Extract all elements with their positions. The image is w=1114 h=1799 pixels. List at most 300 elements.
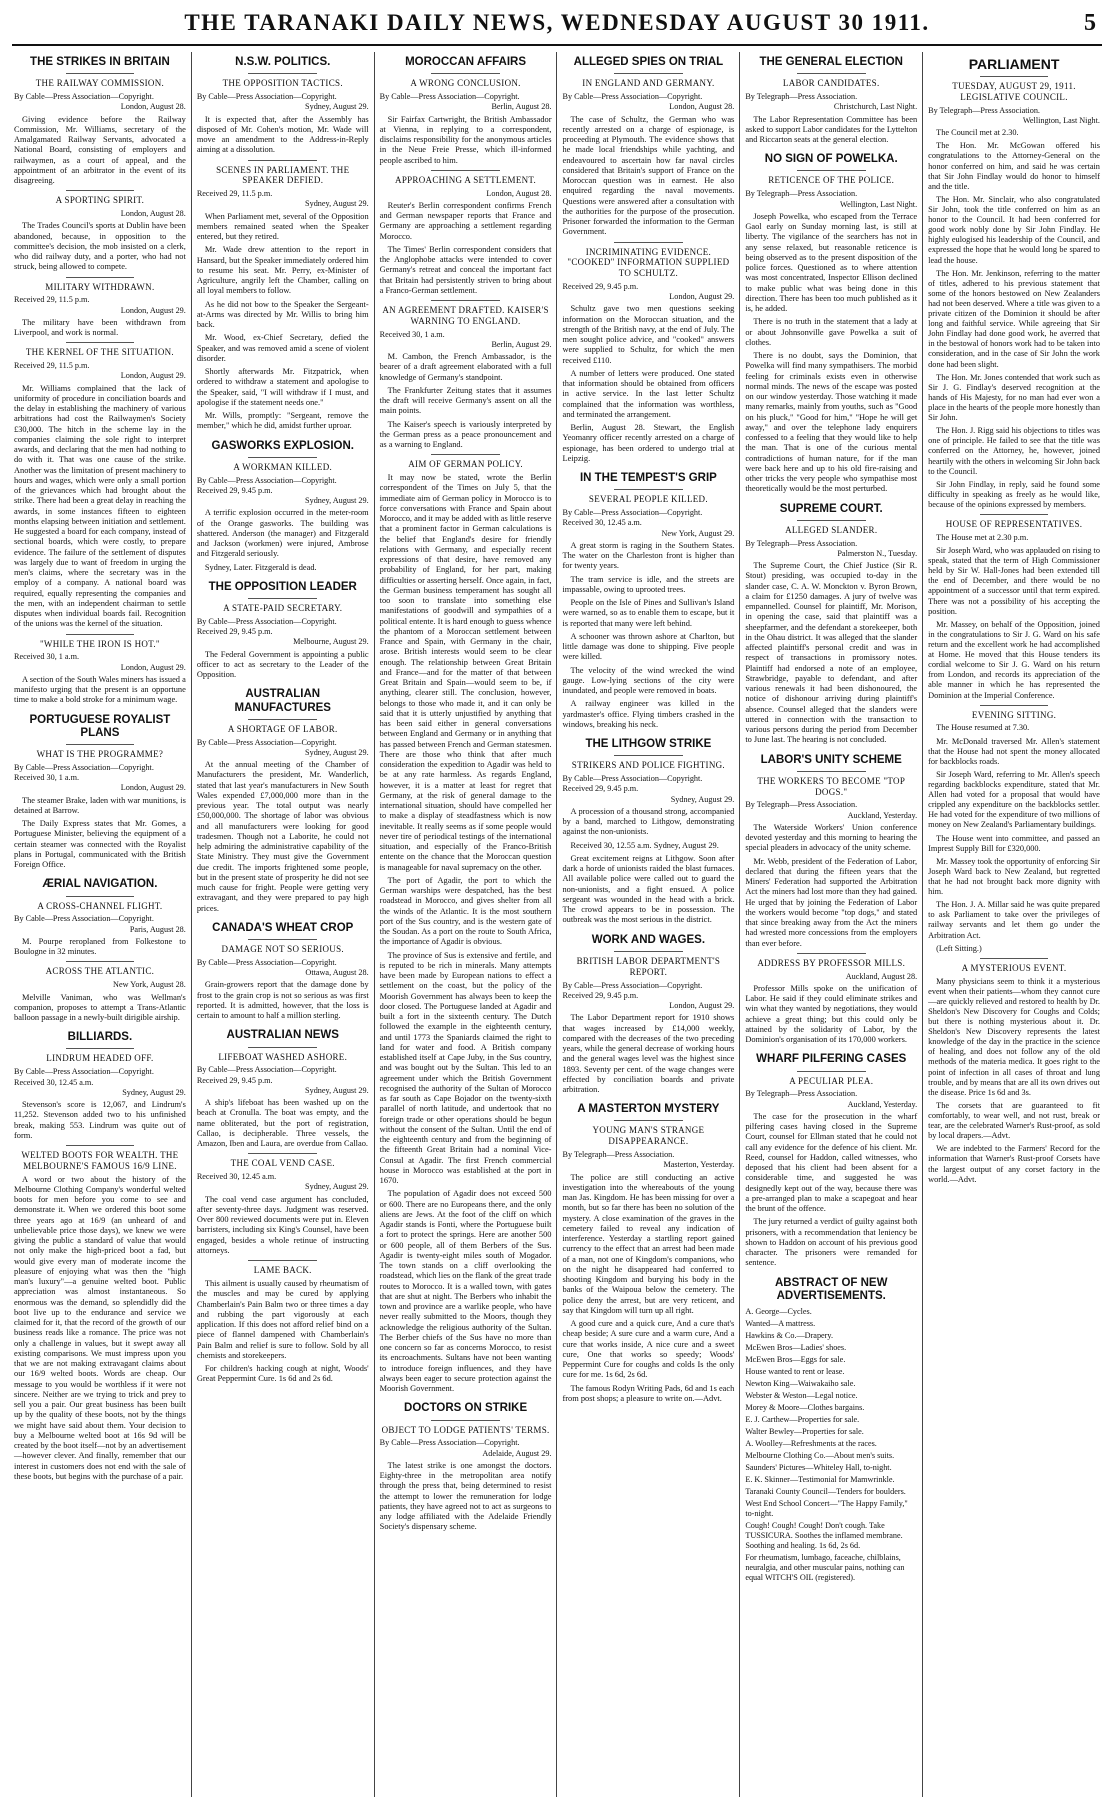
paragraph: The Daily Express states that Mr. Gomes, a Portuguese Minister, believing the equipment of a certain steamer was connected with the Royalist plans in Portugal, communicated with the British Foreign Office.: [14, 819, 186, 870]
advert-item: A. Woolley—Refreshments at the races.: [745, 1439, 877, 1449]
advert-item: McEwen Bros—Eggs for sale.: [745, 1355, 846, 1365]
paragraph: A railway engineer was killed in the yardmaster's office. Flying timbers crashed in the windows, breaking his neck.: [562, 699, 735, 729]
dateline: [197, 958, 369, 979]
divider: [248, 939, 317, 940]
paragraph: Mr. Williams complained that the lack of uniformity of procedure in conciliation boards and the delay in establishing the machinery of various arbitrations had cost the Railwaymen's Society £30,000. The hitch in the scheme lay in the companies claiming the sole right to interpret awards, and declaring that the men had nothing to do with it. That was one cause of the strike. Another was the limitation of present machinery to hours and wages, which were only a small portion of the grievances which had brought about the strike. There had been a great delay in reaching the awards, in some instances fifteen to eighteen months elapsing between initiation and settlement. He suggested a board for each company, instead of sectional boards, which were costly, to prepare evidence. The failure of the settlement of disputes was largely due to want of freedom in urging the men's claims, where the secretary was in the employ of a company. A national board was required, equally representing the companies and the men, with an independent chairman to settle disputes when individual boards fail. Recognition of the unions was the kernel of the situation.: [14, 383, 186, 629]
dateline-place: Auckland, August 28.: [845, 971, 918, 981]
divider: [66, 896, 135, 897]
dateline-place: Sydney, August 29.: [305, 1085, 369, 1095]
paragraph: The Hon. Mr. Jenkinson, referring to the matter of titles, adhered to his previous statement that some of the honors bestowed on New Zealanders had not been deserved. Where a title was given to a private citizen of the Dominion it should be after long and faithful service. While agreeing that Sir John Findlay had done good work, he averred that in the bestowal of honors work had to be taken into consideration, and in the case of Sir John the work done had been slight.: [928, 268, 1100, 369]
paragraph: Mr. Wade drew attention to the report in Hansard, but the Speaker immediately ordered him to resume his seat. Mr. Perry, ex-Minister of Agriculture, angrily left the Chamber, calling on all loyal members to follow.: [196, 245, 369, 296]
paragraph: A word or two about the history of the Melbourne Clothing Company's wonderful welted boots for men before you come to see and demonstrate it. When we ordered this boot some three years ago at 16/9 (an unheard of and unbelievable price those days), we knew we were giving the public a standard of value that would not only make the high-priced boot a fad, but would give every man of moderate income the pleasure of enjoying what was then the "high man's luxury"—a genuine welted boot. Public appreciation was almost instantaneous. So enormous was the demand, so splendidly did the boot live up to the endurance and service we claimed for it, that the record of the growth of our business reads like a romance. The price was not only a challenge in values, but it swept away all existing comparisons. We must impress upon you that we are not making extravagant claims about our 16/9 welted boots. Words are cheap. Our message to you would be worthless if it were not sincere. Neither are we trying to trick and prey to sell you a pair. Our great business has been built up by the quality of these boots, not by the things we might have said about them. Your decision to buy a Melbourne welted boot at 16s 9d will be created by the boot itself—not by an advertisement—however clever. And finally, remember that our interest in customers does not end with the sale of these boots, but begins with the purchase of a pair.: [14, 1174, 186, 1481]
divider: [248, 598, 317, 599]
divider: [248, 1260, 317, 1261]
dateline-place: London, August 29.: [120, 662, 186, 672]
masthead: [12, 10, 1102, 46]
paragraph: Professor Mills spoke on the unification of Labor. He said if they could eliminate strikes and win what they wanted by negotiations, they would achieve a great thing; but this could only be attained by the solidarity of Labor, by the Dominion's organisation of its 170,000 workers.: [745, 983, 918, 1045]
dateline-place: London, August 28.: [669, 102, 735, 112]
dateline: [380, 1438, 552, 1459]
byline: By Cable—Press Association—Copyright.: [14, 92, 154, 102]
byline: By Cable—Press Association—Copyright. Received 29, 9.45 p.m.: [562, 774, 703, 794]
paragraph: The Supreme Court, the Chief Justice (Sir R. Stout) presiding, was occupied to-day in the slander case, C. A. W. Monckton v. Byron Brown, a claim for £1250 damages. A jury of twelve was empannelled. Counsel for plaintiff, Mr. Morison, in opening the case, said that plaintiff was a sheepfarmer, and the defendant a storekeeper, both in the Ohau district. It was alleged that the slander affected plaintiff's personal credit and was in respect of transactions in promissory notes. Plaintiff had endorsed a note of an employee, Strawbridge, payable to defendant, and after various renewals it had been dishonoured, the notice of dishonour arriving during plaintiff's absence. Counsel alleged that the slanders were uttered in connection with the transaction to various persons during the period from December to June last. The hearing is not concluded.: [745, 561, 918, 745]
paragraph: The Waterside Workers' Union conference devoted yesterday and this morning to hearing the special pleaders in advocacy of the unity scheme.: [745, 822, 918, 853]
dateline-place: London, August 29.: [120, 783, 186, 793]
dateline-place: New York, August 28.: [113, 980, 186, 990]
divider: [66, 961, 135, 962]
byline: By Cable—Press Association—Copyright. Received 30, 1 a.m.: [14, 762, 154, 783]
byline: By Telegraph—Press Association.: [745, 189, 858, 199]
paragraph: The House went into committee, and passed an Imprest Supply Bill for £320,000.: [928, 833, 1100, 853]
paragraph: Giving evidence before the Railway Commission, Mr. Williams, secretary of the Amalgamated Railway Servants, advocated a National Board, consisting of employers and railwaymen, as a court of appeal, and the appointment of an arbitrator in the event of its disagreeing.: [14, 114, 186, 186]
paragraph: The case of Schultz, the German who was recently arrested on a charge of espionage, is proceeding at Plymouth. The evidence shows that he made local friendships while yachting, and endeavoured to ascertain how far naval circles considered that Britain's support of France on the Moroccan question was in earnest. He also enquired regarding the naval movements. Questions were answered after a consultation with the authorities for the purpose of the prosecution. Prisoner forwarded the information to the German Government.: [562, 114, 735, 237]
dateline: [14, 295, 186, 316]
dateline-place: London, August 28.: [120, 209, 186, 219]
story: [197, 922, 369, 1022]
paragraph: Mr. McDonald traversed Mr. Allen's statement that the House had not spent the money allocated for backblocks roads.: [928, 736, 1100, 766]
dateline-place: London, August 29.: [120, 305, 186, 315]
divider: [797, 953, 866, 954]
paragraph: The corsets that are guaranteed to fit comfortably, to wear well, and not rust, break or tear, are the celebrated Warner's Rust-proof, as sold by local drapers.—Advt.: [928, 1100, 1100, 1141]
divider: [614, 1120, 683, 1121]
dateline-place: London, August 28.: [486, 188, 552, 198]
subheading: A SPORTING SPIRIT.: [55, 195, 145, 206]
paragraph: Sir Joseph Ward, referring to Mr. Allen's speech regarding backblocks expenditure, stated that Mr. Allen had voted for a proposal that would have crippled any expenditure on the backblocks settler. He had voted for the expenditure of two millions of money on New Zealand's Parliamentary buildings.: [928, 769, 1100, 830]
dateline: [14, 763, 186, 794]
divider: [980, 958, 1049, 959]
byline: By Cable—Press Association—Copyright.: [379, 1438, 520, 1448]
byline: By Cable—Press Association—Copyright.: [14, 914, 154, 924]
divider: [66, 1145, 135, 1146]
story: [745, 1053, 917, 1268]
byline: By Cable—Press Association—Copyright. Received 30, 12.45 a.m.: [14, 1067, 154, 1087]
subheading: THE COAL VEND CASE.: [230, 1158, 335, 1169]
paragraph: Mr. Massey took the opportunity of enforcing Sir Joseph Ward back to New Zealand, but regretted that he had not brought back more dignity with him.: [928, 856, 1100, 897]
subheading: THE RAILWAY COMMISSION.: [35, 78, 165, 89]
subheading: BRITISH LABOR DEPARTMENT'S REPORT.: [576, 955, 721, 977]
paragraph: The famous Rodyn Writing Pads, 6d and 1s each from post shops; a pleasure to write on.—Advt.: [562, 1383, 735, 1403]
byline: By Cable—Press Association—Copyright.: [196, 957, 337, 967]
paragraph: The Federal Government is appointing a public officer to act as secretary to the Leader of the Opposition.: [196, 649, 369, 680]
story: [197, 688, 369, 913]
paragraph: It may now be stated, wrote the Berlin correspondent of the Times on July 5, that the immediate aim of German policy in Morocco is to force conversations with France and Spain about Morocco, and it may be added with as little reserve that a prominent factor in German calculations is the belief that England's desire for friendly relations with Germany, and especially recent expressions of that desire, have removed any probability of England, for her part, making difficulties or asserting herself. Once again, in fact, the German business temperament has sought all too soon to translate into something else manifestations of goodwill and sympathies of a political entente. It is hard enough to guess whence the phantom of a Moroccan settlement between France and Spain, with Germany in the chair, arose. British interests would seem to be clear enough. The relationship between Great Britain and France—and for the matter of that between Great Britain and Spain—would seem to be, if anything, clearer still. The conclusion, however, belongs to those who made it, and it can only be said that it is utterly unjustified by anything that has been said either in general conversations between England and Germany or in anything that has passed between French and German statesmen. There are those who think that after much consideration the expedition to Agadir was held to be at any rate harmless. As regards England, however, it is a matter at least for regret that Germany, at the risk of general damage to the international situation, should have compelled her to make a display of steadfastness which is now inevitable. It really seems as if some people would never tire of periodical testings of the international situation, and especially of the Franco-British entente on the chance that the Moroccan question is manageable for naval supremacy on the other.: [379, 473, 552, 872]
paragraph: The latest strike is one amongst the doctors. Eighty-three in the metropolitan area notify through the press that, being determined to resist the attempt to lower the remuneration for lodge patients, they have agreed not to act as surgeons to any lodge affiliated with the Adelaide Friendly Society's dispensary scheme.: [379, 1460, 552, 1532]
subheading: HOUSE OF REPRESENTATIVES.: [945, 519, 1083, 530]
dateline: [197, 476, 369, 507]
paragraph: The Hon. J. Rigg said his objections to titles was one of principle. He failed to see that the title was conferred on the Attorney, he, however, joined heartily with the others in welcoming Sir John back to the Council.: [928, 426, 1100, 476]
paragraph: The House resumed at 7.30.: [936, 723, 1030, 733]
paragraph: We are indebted to the Farmers' Record for the information that Warner's Rust-proof Corsets have the largest output of any corset factory in the world.—Advt.: [928, 1144, 1100, 1184]
dateline: [197, 92, 369, 113]
dateline: [197, 1172, 369, 1193]
dateline-place: Sydney, August 29.: [122, 1087, 186, 1097]
dateline: [745, 1089, 917, 1110]
subheading: LIFEBOAT WASHED ASHORE.: [218, 1051, 348, 1062]
advert-item: Newton King—Waiwakaiho sale.: [745, 1379, 856, 1389]
story-headline: ABSTRACT OF NEW ADVERTISEMENTS.: [775, 1276, 888, 1302]
column-4: [556, 52, 739, 1797]
subheading: APPROACHING A SETTLEMENT.: [395, 174, 537, 185]
story-headline: CANADA'S WHEAT CROP: [212, 921, 354, 934]
paragraph: A schooner was thrown ashore at Charlton, but little damage was done to shipping. Five people were killed.: [562, 631, 735, 662]
paragraph: There is no truth in the statement that a lady at or about Johnsonville gave Powelka a suit of clothes.: [745, 317, 918, 347]
paragraph: Received 30, 12.55 a.m. Sydney, August 29.: [570, 840, 719, 850]
paragraph: Shortly afterwards Mr. Fitzpatrick, when ordered to withdraw a statement and apologise to the Speaker, said, "I will withdraw if I must, and apologise if the statement needs one.": [196, 367, 369, 407]
paragraph: As he did not bow to the Speaker the Sergeant-at-Arms was directed by Mr. Willis to bring him back.: [196, 299, 369, 330]
paragraph: The Trades Council's sports at Dublin have been abandoned, because, in opposition to the committee's decision, the mob insisted on a clerk, who did railway duty, and a porter, who had not struck, being allowed to compete.: [14, 221, 186, 272]
dateline-place: Sydney, August 29.: [670, 794, 735, 804]
advert-item: E. K. Skinner—Testimonial for Mamwrinkle.: [745, 1475, 895, 1485]
story: [197, 1029, 369, 1384]
dateline-place: Berlin, August 28.: [491, 102, 552, 112]
divider: [797, 170, 866, 171]
dateline-place: Wellington, Last Night.: [840, 199, 918, 209]
dateline: [562, 774, 734, 805]
subheading: WELTED BOOTS FOR WEALTH. THE MELBOURNE'S FAMOUS 16/9 LINE.: [21, 1150, 179, 1171]
divider: [614, 242, 683, 243]
byline: Received 29, 9.45 p.m.: [562, 281, 639, 291]
dateline: [562, 92, 734, 113]
paragraph: Great excitement reigns at Lithgow. Soon after dark a horde of unionists raided the blast furnaces. All available police were called out to guard the non-unionists, and a fight ensued. A police sergeant was wounded in the head with a brick. The crowd appears to be in possession. The outbreak was the most serious in the district.: [562, 853, 735, 925]
dateline-place: Ottawa, August 28.: [305, 968, 369, 978]
subheading: A SHORTAGE OF LABOR.: [227, 723, 338, 734]
paragraph: The Hon. Mr. McGowan offered his congratulations to the Attorney-General on the honor conferred on him, and said he was certain that Sir John Findlay would do honor to himself and the title.: [928, 141, 1100, 191]
advert-item: Webster & Weston—Legal notice.: [745, 1391, 858, 1401]
story-headline: NO SIGN OF POWELKA.: [764, 153, 898, 166]
paragraph: There is no doubt, says the Dominion, that Powelka will find many sympathisers. The morbid feeling for criminals exists even in otherwise normal minds. The news of the escape was posted on our window yesterday. Those watching it made many remarks, mainly from youths, such as "Good on his pluck," "Good for him," "Hope he will get away," and over the telephone lady enquirers confessed to a feeling that they would like to help the man. That is one of the curious mental contradictions of human nature, for if the man were back here and up to his old fire-raising and other tricks the very people who sympathise most theoretically would be the most perturbed.: [745, 351, 918, 494]
paragraph: Sir John Findlay, in reply, said he found some difficulty in speaking as freely as he would like, because of the opinions expressed by members.: [928, 479, 1100, 510]
paragraph: Mr. Wills, promptly: "Sergeant, remove the member," which he did, amidst further uproar.: [196, 411, 369, 431]
divider: [431, 300, 500, 301]
byline: By Cable—Press Association—Copyright.: [196, 737, 337, 747]
paragraph: Sir Joseph Ward, who was applauded on rising to speak, stated that the term of High Commissioner held by Sir W. Hall-Jones had been extended till the end of December, and there would be no appointment of a successor until that term expired. There was not a possibility of his accepting the position.: [928, 546, 1100, 616]
story: [197, 440, 369, 573]
advert-item: McEwen Bros—Ladies' shoes.: [745, 1343, 847, 1353]
paragraph: The police are still conducting an active investigation into the whereabouts of the young man Jas. Kingdom. He has been missing for over a month, but so far there has been no solution of the mystery. A close examination of the graves in the cemetery failed to reveal any indication of interference. Yesterday a startling report gained currency to the effect that an arrest had been made of a man, not one of Kingdom's companions, who on the night he disappeared had conferred to shooting Kingdom and burying his body in the banks of the Waipoua below the cemetery. The police deny the arrest, but are very reticent, and say that Kingdom will turn up all right.: [562, 1172, 735, 1315]
story: [562, 738, 734, 926]
paragraph: The Labor Representation Committee has been asked to support Labor candidates for the Lyttelton and Riccarton seats at the general election.: [745, 114, 918, 145]
dateline-place: Palmerston N., Tuesday.: [837, 548, 918, 558]
dateline-place: Adelaide, August 29.: [482, 1448, 552, 1458]
byline: Received 29, 11.5 p.m.: [196, 189, 273, 199]
subheading: SEVERAL PEOPLE KILLED.: [588, 494, 708, 505]
column-3: [374, 52, 557, 1797]
paragraph: Reuter's Berlin correspondent confirms French and German newspaper reports that France and Germany are approaching a settlement regarding Morocco.: [379, 200, 552, 241]
story: [14, 56, 186, 706]
story: [562, 934, 734, 1096]
dateline: [197, 617, 369, 648]
subheading: IN ENGLAND AND GERMANY.: [582, 78, 715, 89]
subheading: A MYSTERIOUS EVENT.: [961, 962, 1067, 973]
dateline: [197, 738, 369, 759]
divider: [614, 755, 683, 756]
story: [745, 1277, 917, 1583]
story-headline: LABOR'S UNITY SCHEME: [760, 753, 902, 766]
dateline-place: Masterton, Yesterday.: [663, 1160, 735, 1170]
divider: [248, 73, 317, 74]
dateline-place: Christchurch, Last Night.: [833, 102, 918, 112]
paragraph: The coal vend case argument has concluded, after seventy-three days. Judgment was reserved. Over 800 reviewed documents were put in. Eleven barristers, including six King's Counsel, have been engaged, besides a whole retinue of instructing attorneys.: [196, 1194, 369, 1255]
column-5: [739, 52, 922, 1797]
dateline-place: London, August 29.: [669, 1001, 735, 1010]
dateline: [14, 1067, 186, 1098]
divider: [614, 951, 683, 952]
divider: [248, 160, 317, 161]
divider: [980, 76, 1049, 77]
dateline: [14, 92, 186, 113]
dateline: [745, 800, 917, 821]
paragraph: The steamer Brake, laden with war munitions, is detained at Barrow.: [14, 795, 186, 815]
subheading: LABOR CANDIDATES.: [782, 78, 880, 89]
divider: [614, 489, 683, 490]
story-headline: WORK AND WAGES.: [591, 933, 706, 946]
story: [928, 56, 1100, 1185]
paragraph: The military have been withdrawn from Liverpool, and work is normal.: [14, 317, 186, 338]
divider: [248, 1153, 317, 1154]
subheading: A WRONG CONCLUSION.: [410, 78, 521, 89]
divider: [614, 73, 683, 74]
divider: [66, 634, 135, 635]
subheading: MILITARY WITHDRAWN.: [45, 281, 155, 292]
paragraph: (Left Sitting.): [936, 943, 982, 953]
paragraph: The Frankfurter Zeitung states that it assumes the draft will receive Germany's assent on all the main points.: [379, 385, 552, 416]
byline: By Cable—Press Association—Copyright.: [379, 92, 520, 102]
dateline: [14, 652, 186, 673]
byline: By Telegraph—Press Association.: [928, 105, 1040, 115]
dateline-place: London, August 29.: [669, 292, 735, 302]
subheading: AN AGREEMENT DRAFTED. KAISER'S WARNING TO ENGLAND.: [382, 305, 549, 326]
divider: [980, 705, 1049, 706]
subheading: A STATE-PAID SECRETARY.: [223, 603, 343, 614]
byline: By Cable—Press Association—Copyright. Received 29, 9.45 p.m.: [196, 475, 337, 495]
paragraph: Mr. Wood, ex-Chief Secretary, defied the Speaker, and was removed amid a scene of violent disorder.: [196, 333, 369, 363]
subheading: A CROSS-CHANNEL FLIGHT.: [37, 900, 163, 911]
divider: [248, 1047, 317, 1048]
dateline-place: Paris, August 28.: [129, 924, 186, 934]
subheading: THE KERNEL OF THE SITUATION.: [25, 347, 174, 358]
paragraph: The Council met at 2.30.: [936, 128, 1019, 138]
story-headline: THE OPPOSITION LEADER: [208, 580, 357, 593]
paragraph: The velocity of the wind wrecked the wind gauge. Low-lying sections of the city were inundated, and people were removed in boats.: [562, 665, 735, 696]
paragraph: Melville Vaniman, who was Wellman's companion, proposes to attempt a Trans-Atlantic balloon passage in a newly-built dirigible airship.: [14, 992, 186, 1022]
advert-item: Morey & Moore—Clothes bargains.: [745, 1403, 865, 1413]
paragraph: A terrific explosion occurred in the meter-room of the Orange gasworks. The building was shattered. Anderson (the manager) and Fitzgerald and Jackson (workmen) were injured, Ambrose and Fitzgerald seriously.: [196, 508, 369, 559]
columns: [12, 52, 1102, 1797]
dateline: [562, 1150, 734, 1171]
byline: Received 29, 11.5 p.m.: [14, 295, 90, 305]
byline: By Cable—Press Association—Copyright. Received 30, 12.45 a.m.: [562, 508, 703, 528]
story: [745, 56, 917, 145]
paragraph: Joseph Powelka, who escaped from the Terrace Gaol early on Sunday morning last, is still at liberty. The vigilance of the searchers has not in any sense relaxed, but reasonable reticence is being observed as to the present disposition of the police forces. Questioned as to where attention was most concentrated, Inspector Ellison declined to make public what was being done in this direction. There has been too much published as it is, he added.: [745, 211, 918, 314]
subheading: WHAT IS THE PROGRAMME?: [36, 749, 164, 760]
dateline-place: Sydney, August 29.: [305, 199, 369, 209]
byline: By Cable—Press Association—Copyright. Received 29, 9.45 p.m.: [196, 1065, 337, 1085]
paragraph: A great storm is raging in the Southern States. The water on the Charleston front is higher than for twenty years.: [562, 540, 735, 571]
advert-item: Saunders' Pictures—Whiteley Hall, to-night.: [745, 1463, 892, 1473]
dateline: [745, 972, 917, 982]
divider: [431, 73, 500, 74]
divider: [797, 73, 866, 74]
paragraph: Schultz gave two men questions seeking information on the Moroccan situation, and the strength of the British navy, at the end of July. The men sought police advice, and "cooked" answers were supplied to Schultz, for which the men received £110.: [562, 304, 735, 365]
subheading: ADDRESS BY PROFESSOR MILLS.: [757, 957, 906, 968]
byline: By Cable—Press Association—Copyright.: [562, 92, 703, 102]
story: [197, 56, 369, 432]
subheading: AIM OF GERMAN POLICY.: [408, 459, 523, 470]
byline: By Telegraph—Press Association.: [745, 92, 858, 102]
dateline: [745, 539, 917, 560]
paragraph: When Parliament met, several of the Opposition members remained seated when the Speaker entered, but they retired.: [196, 211, 369, 242]
dateline: [197, 1065, 369, 1096]
subheading: ACROSS THE ATLANTIC.: [45, 966, 155, 977]
divider: [431, 454, 500, 455]
paragraph: Stevenson's score is 12,067, and Lindrum's 11,252. Stevenson added two to his unfinished break, making 553. Lindrum was quite out of form.: [14, 1100, 186, 1140]
paragraph: The port of Agadir, the port to which the German warships were despatched, has the best roadstead in Morocco, and gives shelter from all the winds of the Atlantic. It is the most southern port of the Sus country, and is the western gate of the Soudan. As a port on the route to South Africa, the importance of Agadir is obvious.: [379, 875, 552, 947]
advert-item: A. George—Cycles.: [745, 1307, 812, 1317]
divider: [66, 277, 135, 278]
subheading: "WHILE THE IRON IS HOT.": [39, 638, 160, 649]
story-headline: PORTUGUESE ROYALIST PLANS: [29, 713, 171, 739]
dateline: [14, 914, 186, 935]
story-headline: AUSTRALIAN NEWS: [226, 1029, 339, 1042]
story-headline: WHARF PILFERING CASES: [756, 1053, 907, 1066]
paragraph: The Labor Department report for 1910 shows that wages increased by £14,000 weekly, compared with the decreases of the two preceding years, while the general decrease of working hours and the general wages level was the highest since 1893. Seventy per cent. of the wage changes were effected by conciliation boards and private arbitration.: [562, 1013, 735, 1094]
paragraph: For children's hacking cough at night, Woods' Great Peppermint Cure. 1s 6d and 2s 6d.: [196, 1364, 369, 1384]
divider: [797, 1071, 866, 1072]
column-6: [922, 52, 1102, 1797]
dateline: [562, 508, 734, 539]
subheading: SCENES IN PARLIAMENT. THE SPEAKER DEFIED.: [216, 164, 350, 186]
story-headline: SUPREME COURT.: [779, 502, 883, 515]
story: [197, 581, 369, 681]
divider: [248, 719, 317, 720]
divider: [66, 73, 135, 74]
dateline-place: London, August 28.: [120, 102, 186, 112]
advert-item: House wanted to rent or lease.: [745, 1367, 845, 1377]
dateline: [380, 92, 552, 113]
paragraph: The House met at 2.30 p.m.: [936, 532, 1029, 542]
subheading: INCRIMINATING EVIDENCE. "COOKED" INFORMATION SUPPLIED TO SCHULTZ.: [567, 246, 730, 279]
byline: By Telegraph—Press Association.: [745, 1089, 858, 1099]
story: [562, 1103, 734, 1404]
paragraph: Sir Fairfax Cartwright, the British Ambassador at Vienna, in replying to a correspondent, disclaims responsibility for the anonymous articles in the Neue Freie Presse, which ill-informed people ascribed to him.: [379, 114, 552, 165]
story: [380, 1402, 552, 1532]
byline: Received 30, 1 a.m.: [14, 652, 80, 662]
story: [562, 56, 734, 464]
subheading: A PECULIAR PLEA.: [789, 1075, 874, 1086]
story-headline: BILLIARDS.: [67, 1031, 133, 1044]
divider: [431, 1420, 500, 1421]
dateline: [562, 282, 734, 303]
story-headline: AUSTRALIAN MANUFACTURES: [234, 688, 331, 714]
subheading: OBJECT TO LODGE PATIENTS' TERMS.: [381, 1424, 550, 1435]
advert-item: Hawkins & Co.—Drapery.: [745, 1331, 834, 1341]
paragraph: Grain-growers report that the damage done by frost to the grain crop is not so serious as was first reported. It is admitted, however, that the loss is certain to amount to half a million sterling.: [196, 980, 369, 1021]
story: [14, 1031, 186, 1482]
story: [745, 153, 917, 494]
divider: [248, 457, 317, 458]
dateline-place: Auckland, Yesterday.: [847, 1099, 918, 1109]
paragraph: The Hon. Mr. Sinclair, who also congratulated Sir John, took the title conferred on him as an honor to the Council. It had been conferred for good work nobly done by Sir John Findlay. He highly eulogised his leadership of the Council, and expressed the hope that he would long be spared to lead the house.: [928, 194, 1100, 265]
dateline-place: Melbourne, August 29.: [293, 637, 369, 647]
page-number: 5: [1084, 10, 1096, 36]
advert-item: Wanted—A mattress.: [745, 1319, 816, 1329]
byline: Received 29, 11.5 p.m.: [14, 361, 90, 371]
advert-item: Taranaki County Council—Tenders for boulders.: [745, 1487, 906, 1497]
advert-item: E. J. Carthew—Properties for sale.: [745, 1415, 860, 1425]
paragraph: A section of the South Wales miners has issued a manifesto urging that the present is an opportune time to make a bold stroke for a minimum wage.: [14, 674, 186, 705]
subheading: RETICENCE OF THE POLICE.: [768, 175, 895, 186]
masthead-title: THE TARANAKI DAILY NEWS, WEDNESDAY AUGUST 30 1911.: [184, 10, 930, 35]
story-headline: THE LITHGOW STRIKE: [585, 738, 712, 751]
dateline-place: Berlin, August 29.: [491, 339, 552, 349]
dateline: [197, 189, 369, 210]
story-headline: THE STRIKES IN BRITAIN: [30, 56, 170, 68]
byline: By Telegraph—Press Association.: [745, 800, 858, 810]
story-headline: ALLEGED SPIES ON TRIAL: [573, 56, 724, 68]
dateline: [14, 361, 186, 382]
subheading: THE WORKERS TO BECOME "TOP DOGS.": [757, 775, 906, 797]
dateline: [745, 92, 917, 113]
advert-item: Walter Bewley—Properties for sale.: [745, 1427, 864, 1437]
story-headline: GASWORKS EXPLOSION.: [211, 439, 354, 452]
dateline-place: Auckland, Yesterday.: [847, 810, 918, 820]
story-headline: PARLIAMENT: [968, 56, 1060, 72]
paragraph: A good cure and a quick cure, And a cure that's cheap beside; A sure cure and a warm cure, And a cure that works inside, A nice cure and a sweet cure, One that works so speedy; Woods' Peppermint Cure for coughs and colds Is the only cure for me. 1s 6d, 2s 6d.: [562, 1319, 735, 1380]
dateline-place: Sydney, August 29.: [305, 496, 369, 506]
story: [14, 878, 186, 1023]
paragraph: This ailment is usually caused by rheumatism of the muscles and may be cured by applying Chamberlain's Pain Balm two or three times a day and rubbing the part vigorously at each application. If this does not afford relief bind on a piece of flannel dampened with Chamberlain's Pain Balm and relief is sure to follow. Sold by all chemists and storekeepers.: [196, 1279, 369, 1360]
byline: By Cable—Press Association—Copyright. Received 29, 9.45 p.m.: [196, 616, 337, 637]
advert-item: For rheumatism, lumbago, faceache, chilblains, neuralgia, and other muscular pains, nothing can equal WITCH'S OIL (registered).: [745, 1553, 905, 1583]
dateline: [14, 980, 186, 990]
byline: By Telegraph—Press Association.: [745, 538, 858, 548]
byline: By Telegraph—Press Association.: [562, 1150, 675, 1160]
dateline-place: Sydney, August 29.: [305, 1182, 369, 1192]
subheading: TUESDAY, AUGUST 29, 1911. LEGISLATIVE COUNCIL.: [952, 81, 1076, 102]
paragraph: A ship's lifeboat has been washed up on the beach at Cronulla. The boat was empty, and the name obliterated, but the port of registration, Callao, is decipherable. Three vessels, the Amazon, Iben and Laura, are overdue from Callao.: [196, 1098, 369, 1149]
column-2: [191, 52, 374, 1797]
story-headline: N.S.W. POLITICS.: [235, 56, 331, 68]
dateline-place: New York, August 29.: [661, 528, 735, 538]
byline: By Cable—Press Association—Copyright. Received 29, 9.45 p.m.: [562, 980, 703, 1000]
subheading: EVENING SITTING.: [971, 709, 1057, 720]
paragraph: A procession of a thousand strong, accompanied by a band, marched to Lithgow, demonstrating against the non-unionists.: [562, 806, 735, 837]
paragraph: Berlin, August 28. Stewart, the English Yeomanry officer recently arrested on a charge of espionage, has been ordered to undergo trial at Leipzig.: [562, 423, 735, 463]
byline: Received 30, 12.45 a.m.: [196, 1172, 277, 1182]
story-headline: MOROCCAN AFFAIRS: [405, 56, 527, 68]
dateline-place: London, August 29.: [120, 371, 186, 381]
subheading: DAMAGE NOT SO SERIOUS.: [221, 944, 344, 955]
story: [745, 754, 917, 1046]
advert-item: Melbourne Clothing Co.—About men's suits.: [745, 1451, 895, 1461]
dateline: [562, 981, 734, 1012]
story: [14, 714, 186, 871]
subheading: THE OPPOSITION TACTICS.: [222, 78, 343, 89]
dateline: [928, 106, 1100, 127]
dateline-place: Sydney, August 29.: [305, 102, 369, 112]
paragraph: At the annual meeting of the Chamber of Manufacturers the president, Mr. Wanderlich, stated that last year's manufacturers in New South Wales expended £7,000,000 more than in the previous year. The total output was nearly £50,000,000. The shortage of labor was obvious and all manufacturers were looking for good tradesmen. Though not a Laborite, he could not help admiring the administrative capability of the State Ministry. They must give the Government due credit. The imports frightened some people, but in the present state of prosperity he did not see much cause for fright. People were getting very extravagant, and they were prepared to pay high prices.: [196, 760, 369, 913]
paragraph: Sydney, Later. Fitzgerald is dead.: [204, 562, 317, 572]
paragraph: It is expected that, after the Assembly has disposed of Mr. Cohen's motion, Mr. Wade will move an amendment to the Address-in-Reply aiming at a dissolution.: [196, 114, 369, 155]
paragraph: The Kaiser's speech is variously interpreted by the German press as a peace pronouncement and as a warning to England.: [379, 419, 552, 450]
divider: [66, 190, 135, 191]
divider: [980, 514, 1049, 515]
dateline: [380, 330, 552, 351]
byline: By Cable—Press Association—Copyright.: [196, 92, 337, 102]
divider: [66, 342, 135, 343]
subheading: A WORKMAN KILLED.: [233, 461, 333, 472]
paragraph: The population of Agadir does not exceed 500 or 600. There are no Europeans there, and the only aliens are Jews. At the foot of the cliff on which Agadir stands is Fonti, where the Portuguese built a fort to protect the springs. Here are another 500 or 600 people, all of them Berbers of the Sus. Agadir is twenty-eight miles south of Mogador. The town stands on a cliff overlooking the roadstead, which lies on the flank of the great trade routes to Morocco. It is a walled town, with gates that are shut at night. The Berbers who inhabit the town and province are a warlike people, who have never really submitted to the Moors, though they acknowledge the religious authority of the Sultan. The Berber chiefs of the Sus have no more than one concern so far as concerns Morocco, to resist its encroachments. Sultans have not been wanting to introduce foreign influences, and they have always been eager to secure protection against the Moorish Government.: [379, 1189, 552, 1394]
divider: [66, 1048, 135, 1049]
